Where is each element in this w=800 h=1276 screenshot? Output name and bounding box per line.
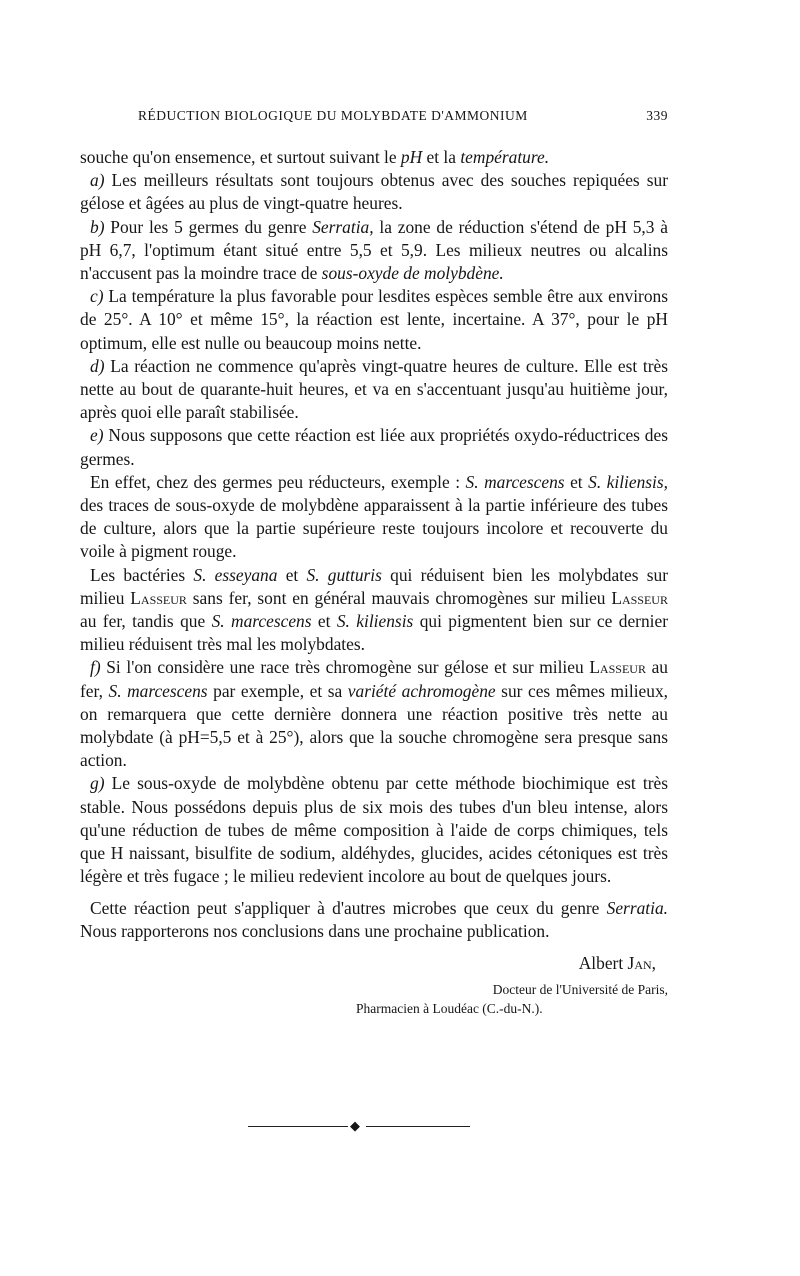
text-run: f)	[90, 657, 101, 678]
text-run: Pour les 5 germes du genre	[104, 216, 313, 237]
author-affiliation	[356, 980, 668, 1018]
affiliation-line-2: Pharmacien à Loudéac (C.-du-N.).	[356, 1000, 543, 1016]
text-run: Si l'on considère une race très chromogène sur gélose et sur milieu	[100, 657, 590, 678]
text-run: Serratia.	[606, 897, 668, 918]
text-run: sur ces mêmes milieux, on remarquera que cette dernière donnera une réaction positive très nette au molybdate (à pH=5,5 et à 25°), alors que la souche chromogène sera presque sans action.	[80, 680, 669, 771]
text-run: température.	[460, 147, 550, 167]
running-header	[80, 108, 668, 124]
text-run: sans fer, sont en général mauvais chromogènes sur milieu	[186, 587, 612, 608]
text-run: e)	[90, 425, 104, 446]
text-run: des traces de sous-oxyde de molybdène apparaissent à la partie inférieure des tubes de culture, alors que la partie supérieure reste toujours incolore et recouverte du voile à pigment rouge.	[80, 495, 668, 562]
text-run: et	[277, 564, 307, 585]
text-run: a)	[90, 170, 105, 191]
paragraph	[80, 772, 668, 888]
page-number: 339	[646, 108, 668, 123]
text-run: La température la plus favorable pour lesdites espèces semble être aux environs de 25°. A 10° et même 15°, la réaction est lente, incertaine. A 37°, pour le pH optimum, elle est nulle ou beaucoup moins nette.	[80, 286, 668, 353]
text-run: S. marcescens	[108, 680, 208, 701]
author-first-name: Albert	[578, 952, 624, 973]
diamond-icon: ◆	[350, 1118, 360, 1133]
text-run: g)	[90, 773, 105, 794]
text-run: d)	[90, 355, 105, 376]
paragraph	[80, 169, 668, 215]
text-run: souche qu'on ensemence, et surtout suivant le	[80, 147, 401, 167]
author-name	[80, 953, 668, 974]
paragraph	[80, 355, 668, 425]
paragraph	[80, 656, 668, 772]
text-run: qui réduisent bien les molybdates sur milieu	[80, 564, 668, 608]
text-run: S. kiliensis,	[588, 471, 669, 492]
text-run: En effet, chez des germes peu réducteurs, exemple :	[90, 471, 466, 492]
ornament-rule-right	[366, 1126, 470, 1127]
ornament-rule-left	[248, 1126, 348, 1127]
text-run: au fer,	[80, 657, 668, 701]
text-run: et	[311, 611, 337, 632]
page	[80, 108, 668, 1018]
text-run: par exemple, et sa	[207, 680, 348, 701]
text-run: pH	[400, 147, 423, 167]
text-run: Le sous-oxyde de molybdène obtenu par cette méthode biochimique est très stable. Nous possédons depuis plus de six mois des tubes d'un bleu intense, alors qu'une réduction de tubes de même composition à l'aide de corps chimiques, tels que H naissant, bisulfite de sodium, aldéhydes, glucides, acides cétoniques est très légère et très fugace ; le milieu redevient incolore au bout de quelques jours.	[80, 773, 668, 887]
text-run: S. marcescens	[211, 611, 312, 632]
paragraph-gap	[80, 889, 668, 897]
affiliation-line-1: Docteur de l'Université de Paris,	[492, 981, 668, 997]
author-last-name: Jan,	[627, 952, 656, 973]
text-run: S. gutturis	[306, 564, 382, 585]
paragraph	[80, 471, 668, 564]
text-run: Lasseur	[130, 587, 187, 608]
text-run: la zone de réduction s'étend de pH 5,3 à pH 6,7, l'optimum étant situé entre 5,5 et 5,9. Les milieux neutres ou alcalins n'accusent pas la moindre trace de	[80, 216, 668, 284]
text-run: S. esseyana	[193, 564, 278, 585]
text-run: La réaction ne commence qu'après vingt-quatre heures de culture. Elle est très nette au bout de quarante-huit heures, et va en s'accentuant jusqu'au huitième jour, après quoi elle paraît stabilisée.	[80, 355, 668, 423]
text-run: Serratia,	[312, 216, 374, 237]
text-run: S. marcescens	[465, 471, 565, 492]
text-run: et	[564, 471, 589, 492]
text-run: variété achromogène	[347, 680, 496, 701]
paragraph	[80, 285, 668, 355]
text-run: b)	[90, 216, 105, 237]
paragraph	[80, 424, 668, 470]
text-run: c)	[90, 286, 104, 307]
text-run: Nous rapporterons nos conclusions dans une prochaine publication.	[80, 920, 550, 941]
text-run: Les meilleurs résultats sont toujours obtenus avec des souches repiquées sur gélose et âgées au plus de vingt-quatre heures.	[80, 170, 668, 214]
end-ornament	[248, 1120, 470, 1134]
text-run: Les bactéries	[90, 564, 194, 585]
text-run: qui pigmentent bien sur ce dernier milieu réduisent très mal les molybdates.	[80, 611, 668, 655]
paragraph	[80, 897, 668, 943]
article-body	[80, 146, 668, 943]
text-run: Nous supposons que cette réaction est liée aux propriétés oxydo-réductrices des germes.	[80, 425, 668, 469]
text-run: sous-oxyde de molybdène.	[321, 263, 504, 284]
text-run: et la	[422, 147, 461, 167]
text-run: au fer, tandis que	[80, 611, 212, 632]
paragraph	[80, 146, 668, 169]
text-run: S. kiliensis	[336, 611, 414, 632]
text-run: Lasseur	[611, 587, 668, 608]
paragraph	[80, 564, 668, 657]
running-title: RÉDUCTION BIOLOGIQUE DU MOLYBDATE D'AMMONIUM	[138, 108, 528, 123]
text-run: Lasseur	[589, 657, 646, 678]
paragraph	[80, 216, 668, 286]
text-run: Cette réaction peut s'appliquer à d'autres microbes que ceux du genre	[90, 897, 607, 918]
